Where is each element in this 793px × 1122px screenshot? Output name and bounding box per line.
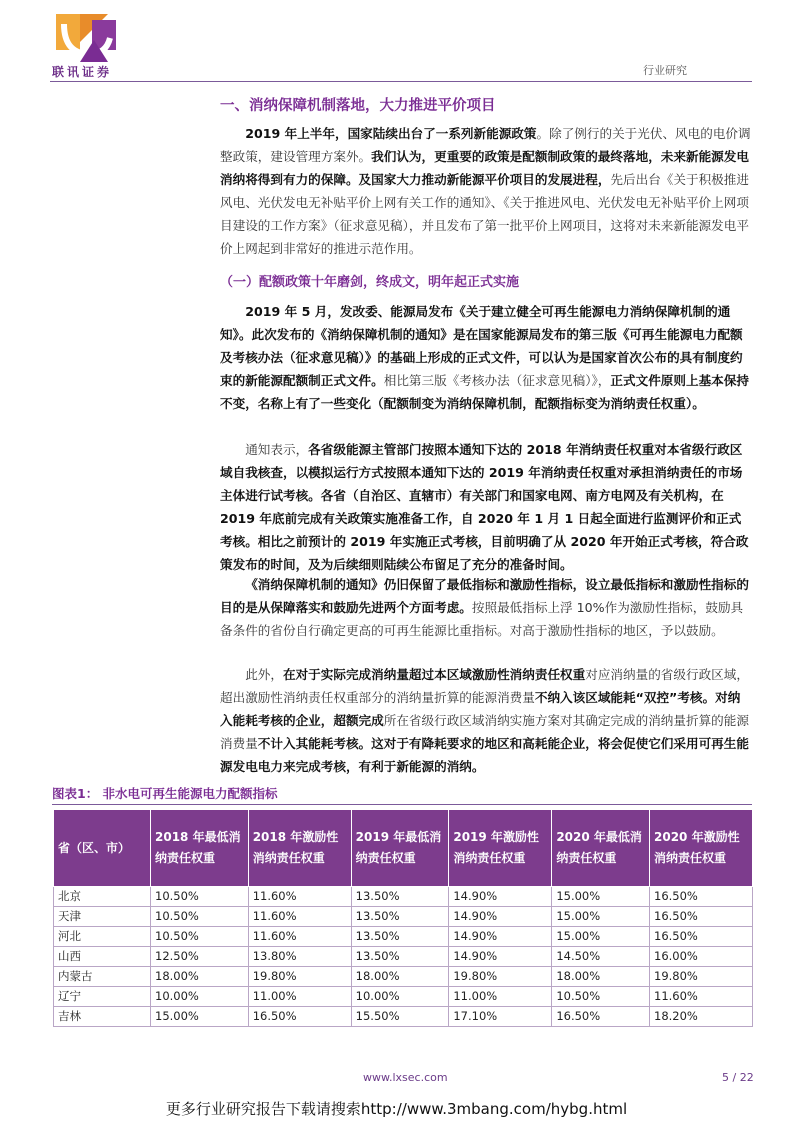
- table-cell: 14.90%: [449, 907, 552, 927]
- table-cell: 19.80%: [449, 967, 552, 987]
- para1-text-1: 。除了例行的关于光伏、风电的电价调整政策，建设管理方案外。: [220, 126, 751, 164]
- para5-text-1: 此外，: [245, 667, 283, 682]
- para2-bold-1: 2019 年 5 月，发改委、能源局发布《关于建立健全可再生能源电力消纳保障机制的通知》。此次发布的《消纳保障机制的通知》是在国家能源局发布的第三版《可再生能源电力配额及考核办法（征求意见稿）》的基础上形成的正式文件，可以认为是国家首次公布的具有制度约束的新能源配额制正式文件。: [220, 304, 743, 388]
- para1-text-2: 先后出台《关于积极推进风电、光伏发电无补贴平价上网有关工作的通知》、《关于推进风电、光伏发电无补贴平价上网项目建设的工作方案》（征求意见稿），并且发布了第一批平价上网项目，这将对未来新能源发电平价上网起到非常好的推进示范作用。: [220, 172, 749, 256]
- table-row: [54, 987, 753, 1007]
- table-cell: 河北: [54, 927, 151, 947]
- table-header-cell: 2018 年最低消纳责任权重: [151, 810, 249, 887]
- para5-bold-1: 在对于实际完成消纳量超过本区域激励性消纳责任权重: [282, 667, 586, 682]
- table-row: [54, 967, 753, 987]
- download-banner[interactable]: 更多行业研究报告下载请搜索http://www.3mbang.com/hybg.html: [165, 1100, 628, 1118]
- table-header-cell: 2020 年最低消纳责任权重: [552, 810, 650, 887]
- paragraph-1: [220, 122, 752, 260]
- table-cell: 13.50%: [351, 887, 449, 907]
- table-cell: 19.80%: [650, 967, 753, 987]
- table-cell: 山西: [54, 947, 151, 967]
- table-cell: 17.10%: [449, 1007, 552, 1027]
- table-row: [54, 947, 753, 967]
- table-row: [54, 1007, 753, 1027]
- table-cell: 11.00%: [449, 987, 552, 1007]
- table-cell: 16.00%: [650, 947, 753, 967]
- table-cell: 10.50%: [151, 927, 249, 947]
- para3-bold-1: 各省级能源主管部门按照本通知下达的 2018 年消纳责任权重对本省级行政区域自我核查，以模拟运行方式按照本通知下达的 2019 年消纳责任权重对承担消纳责任的市场主体进行试考核。各省（自治区、直辖市）有关部门和国家电网、南方电网及有关机构，在 2019 年底前完成有关政策实施准备工作，自 2020 年 1 月 1 日起全面进行监测评价和正式考核。相比之前预计的 2019 年实施正式考核，目前明确了从 2020 年开始正式考核，符合政策发布的时间，及为后续细则陆续公布留足了充分的准备时间。: [220, 442, 749, 572]
- table-cell: 内蒙古: [54, 967, 151, 987]
- table-header-cell: 2019 年激励性消纳责任权重: [449, 810, 552, 887]
- table-cell: 15.00%: [552, 907, 650, 927]
- para5-bold-2: 不纳入该区域能耗“双控”考核。对纳入能耗考核的企业，超额完成: [220, 690, 741, 728]
- para4-text-1: 按照最低指标上浮 10%作为激励性指标，鼓励具备条件的省份自行确定更高的可再生能源比重指标。对高于激励性指标的地区，予以鼓励。: [220, 600, 744, 638]
- table-cell: 16.50%: [650, 907, 753, 927]
- table-header-cell: 2019 年最低消纳责任权重: [351, 810, 449, 887]
- table-cell: 北京: [54, 887, 151, 907]
- para4-bold-1: 《消纳保障机制的通知》仍旧保留了最低指标和激励性指标，设立最低指标和激励性指标的目的是从保障落实和鼓励先进两个方面考虑。: [220, 577, 749, 615]
- para2-bold-2: 正式文件原则上基本保持不变，名称上有了一些变化（配额制变为消纳保障机制，配额指标变为消纳责任权重）。: [220, 373, 749, 411]
- table-cell: 13.50%: [351, 947, 449, 967]
- table-cell: 15.50%: [351, 1007, 449, 1027]
- table-cell: 16.50%: [552, 1007, 650, 1027]
- table-cell: 11.60%: [248, 927, 351, 947]
- table-cell: 14.90%: [449, 947, 552, 967]
- paragraph-2: [220, 300, 752, 415]
- table-cell: 天津: [54, 907, 151, 927]
- table-cell: 12.50%: [151, 947, 249, 967]
- table-cell: 16.50%: [248, 1007, 351, 1027]
- table-cell: 11.00%: [248, 987, 351, 1007]
- table-row: [54, 927, 753, 947]
- page-number: 5 / 22: [722, 1071, 754, 1084]
- subsection-title: （一）配额政策十年磨剑，终成文，明年起正式实施: [220, 275, 520, 290]
- table-cell: 13.80%: [248, 947, 351, 967]
- table-cell: 19.80%: [248, 967, 351, 987]
- figure-divider: [52, 804, 752, 805]
- header-divider: [50, 81, 752, 82]
- table-cell: 11.60%: [650, 987, 753, 1007]
- table-cell: 14.50%: [552, 947, 650, 967]
- section-title: 一、消纳保障机制落地，大力推进平价项目: [220, 98, 496, 114]
- para5-bold-3: 不计入其能耗考核。这对于有降耗要求的地区和高耗能企业，将会促使它们采用可再生能源发电电力来完成考核，有利于新能源的消纳。: [220, 736, 749, 774]
- table-row: [54, 887, 753, 907]
- table-cell: 15.00%: [552, 887, 650, 907]
- table-cell: 辽宁: [54, 987, 151, 1007]
- table-cell: 13.50%: [351, 927, 449, 947]
- table-header-cell: 2020 年激励性消纳责任权重: [650, 810, 753, 887]
- table-cell: 18.00%: [351, 967, 449, 987]
- logo-text: 联讯证券: [52, 65, 113, 79]
- table-cell: 18.00%: [151, 967, 249, 987]
- para1-bold-2: 我们认为，更重要的政策是配额制政策的最终落地，未来新能源发电消纳将得到有力的保障。及国家大力推动新能源平价项目的发展进程，: [220, 149, 749, 187]
- paragraph-5: [220, 663, 752, 778]
- table-cell: 15.00%: [151, 1007, 249, 1027]
- table-cell: 11.60%: [248, 887, 351, 907]
- table-cell: 16.50%: [650, 887, 753, 907]
- table-header-row: [54, 810, 753, 887]
- table-cell: 16.50%: [650, 927, 753, 947]
- table-cell: 10.00%: [351, 987, 449, 1007]
- para2-text-1: 相比第三版《考核办法（征求意见稿）》，: [383, 373, 611, 388]
- table-cell: 18.00%: [552, 967, 650, 987]
- header-section-label: 行业研究: [643, 64, 687, 77]
- table-row: [54, 907, 753, 927]
- table-cell: 10.50%: [151, 887, 249, 907]
- table-cell: 14.90%: [449, 927, 552, 947]
- footer-url-link[interactable]: www.lxsec.com: [363, 1071, 448, 1084]
- paragraph-3: [220, 438, 752, 576]
- table-cell: 吉林: [54, 1007, 151, 1027]
- table-header-cell: 省（区、市）: [54, 810, 151, 887]
- figure-title: 图表1： 非水电可再生能源电力配额指标: [52, 786, 278, 801]
- table-cell: 18.20%: [650, 1007, 753, 1027]
- table-cell: 10.50%: [151, 907, 249, 927]
- para1-bold-1: 2019 年上半年，国家陆续出台了一系列新能源政策: [245, 126, 537, 141]
- table-cell: 15.00%: [552, 927, 650, 947]
- table-cell: 14.90%: [449, 887, 552, 907]
- table-cell: 11.60%: [248, 907, 351, 927]
- paragraph-4: [220, 573, 752, 642]
- table-cell: 10.50%: [552, 987, 650, 1007]
- table-cell: 13.50%: [351, 907, 449, 927]
- para5-text-2: 对应消纳量的省级行政区域，超出激励性消纳责任权重部分的消纳量折算的能源消费量: [220, 667, 749, 705]
- quota-table: [53, 809, 753, 1027]
- table-cell: 10.00%: [151, 987, 249, 1007]
- table-header-cell: 2018 年激励性消纳责任权重: [248, 810, 351, 887]
- para3-text-1: 通知表示，: [245, 442, 309, 457]
- logo-mark-icon: [50, 10, 130, 66]
- para5-text-3: 所在省级行政区域消纳实施方案对其确定完成的消纳量折算的能源消费量: [220, 713, 749, 751]
